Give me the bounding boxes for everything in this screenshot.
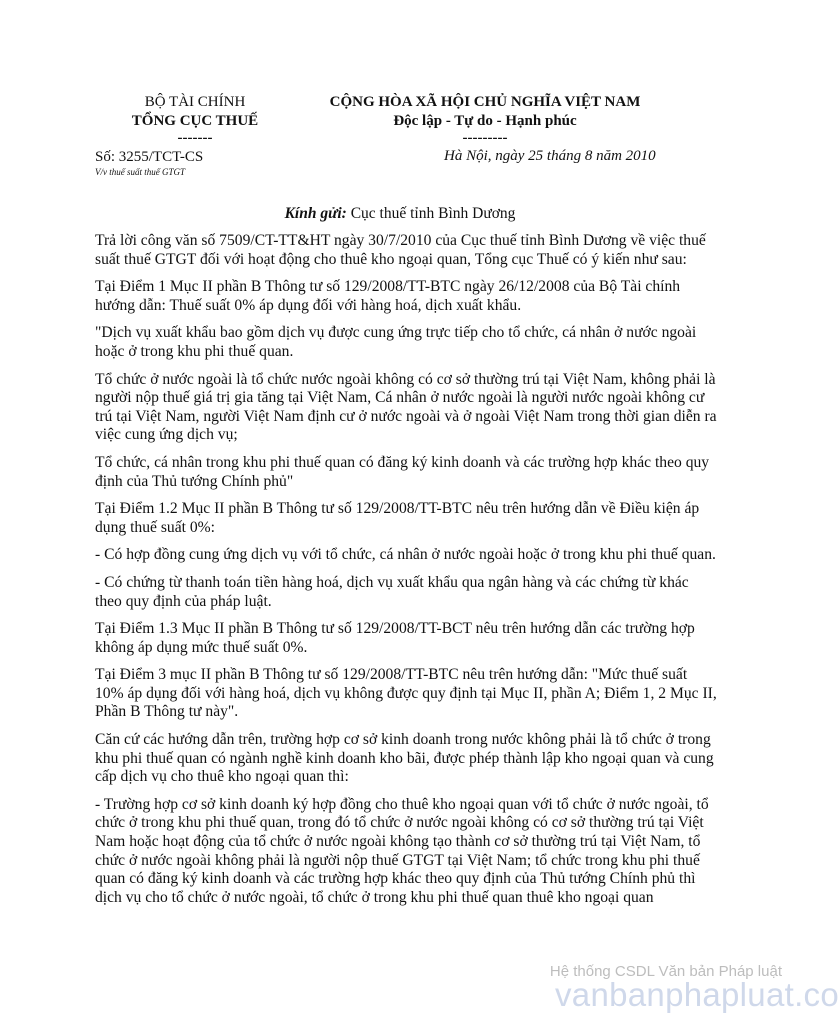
country-name: CỘNG HÒA XÃ HỘI CHỦ NGHĨA VIỆT NAM [329,94,641,110]
recipient-name: Cục thuế tỉnh Bình Dương [350,205,516,222]
place-and-date: Hà Nội, ngày 25 tháng 8 năm 2010 [444,148,656,164]
recipient-label: Kính gửi: [284,205,347,222]
paragraph: - Có chứng từ thanh toán tiền hàng hoá, dịch vụ xuất khẩu qua ngân hàng và các chứng từ khác theo quy định của pháp luật. [95,573,689,610]
ministry-name: BỘ TÀI CHÍNH [144,94,246,110]
paragraph: - Trường hợp cơ sở kinh doanh ký hợp đồng cho thuê kho ngoại quan với tổ chức ở nước ngoài, tổ chức ở trong khu phi thuế quan, trong đó tổ chức ở nước ngoài không có cơ sở thường trú tại Việt Nam hoặc hoạt động của tổ chức ở nước ngoài không tạo thành cơ sở thường trú tại Việt Nam, tổ chức ở nước ngoài không phải là người nộp thuế GTGT tại Việt Nam; tổ chức trong khu phi thuế quan có đăng ký kinh doanh và các trường hợp khác theo quy định của Thủ tướng Chính phủ thì dịch vụ cho tổ chức ở nước ngoài, tổ chức ở trong khu phi thuế quan thuê kho ngoại quan [95,795,709,906]
paragraph: Trả lời công văn số 7509/CT-TT&HT ngày 30/7/2010 của Cục thuế tỉnh Bình Dương về việc thuế suất thuế GTGT đối với hoạt động cho thuê kho ngoại quan, Tổng cục Thuế có ý kiến như sau: [95,232,706,268]
watermark-site: vanbanphapluat.co [555,976,839,1013]
document-body [95,232,717,916]
paragraph: Tổ chức, cá nhân trong khu phi thuế quan có đăng ký kinh doanh và các trường hợp khác theo quy định của Thủ tướng Chính phủ" [95,453,710,490]
national-header [300,93,670,145]
paragraph: Tại Điểm 1 Mục II phần B Thông tư số 129/2008/TT-BTC ngày 26/12/2008 của Bộ Tài chính hướng dẫn: Thuế suất 0% áp dụng đối với hàng hoá, dịch xuất khẩu. [95,278,681,314]
recipient-line [0,205,800,223]
department-name: TỔNG CỤC THUẾ [131,113,259,129]
document-number: Số: 3255/TCT-CS [95,149,204,165]
paragraph: Tại Điểm 1.2 Mục II phần B Thông tư số 129/2008/TT-BTC nêu trên hướng dẫn về Điều kiện áp dụng thuế suất 0%: [95,500,700,536]
watermark-caption: Hệ thống CSDL Văn bản Pháp luật [549,963,782,980]
national-motto: Độc lập - Tự do - Hạnh phúc [393,113,577,129]
paragraph: - Có hợp đồng cung ứng dịch vụ với tổ chức, cá nhân ở nước ngoài hoặc ở trong khu phi thuế quan. [95,546,716,564]
paragraph: Tổ chức ở nước ngoài là tổ chức nước ngoài không có cơ sở thường trú tại Việt Nam, không phải là người nộp thuế giá trị gia tăng tại Việt Nam, Cá nhân ở nước ngoài là người nước ngoài không cư trú tại Việt Nam, người Việt Nam định cư ở nước ngoài và ở ngoài Việt Nam trong thời gian diễn ra việc cung ứng dịch vụ; [95,370,717,444]
paragraph: Căn cứ các hướng dẫn trên, trường hợp cơ sở kinh doanh trong nước không phải là tổ chức ở trong khu phi thuế quan có ngành nghề kinh doanh kho bãi, được phép thành lập kho ngoại quan và cung cấp dịch vụ cho thuê kho ngoại quan thì: [95,731,714,786]
paragraph: Tại Điểm 3 mục II phần B Thông tư số 129/2008/TT-BTC nêu trên hướng dẫn: "Mức thuế suất 10% áp dụng đối với hàng hoá, dịch vụ không được quy định tại Mục II, phần A; Điểm 1, 2 Mục II, Phần B Thông tư này". [95,666,717,721]
motto-divider: --------- [462,130,508,146]
paragraph: "Dịch vụ xuất khẩu bao gồm dịch vụ được cung ứng trực tiếp cho tổ chức, cá nhân ở nước ngoài hoặc ở trong khu phi thuế quan. [95,324,697,360]
issuer-divider: ------- [177,130,213,146]
document-subject: V/v thuế suất thuế GTGT [95,167,185,177]
issuer-block [95,93,295,145]
paragraph: Tại Điểm 1.3 Mục II phần B Thông tư số 129/2008/TT-BCT nêu trên hướng dẫn các trường hợp không áp dụng mức thuế suất 0%. [95,620,695,656]
